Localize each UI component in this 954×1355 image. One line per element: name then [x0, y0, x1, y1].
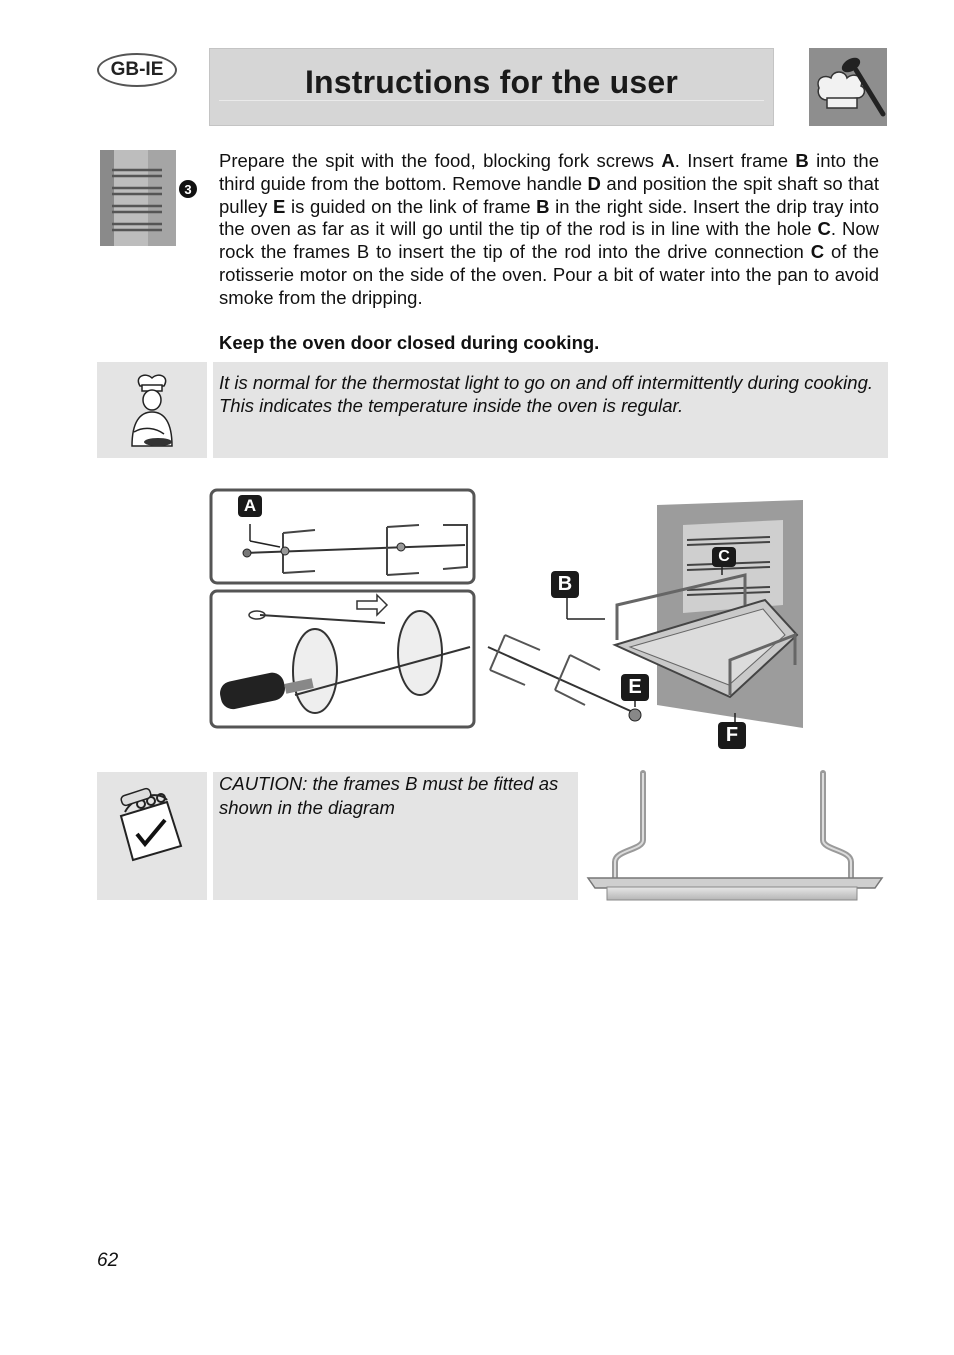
label-ref-c: C [810, 241, 825, 263]
callout-f: F [718, 722, 746, 749]
text-segment: is guided on the link of frame [285, 195, 537, 217]
text-segment: . Now rock the frames B to insert the tip of the rod into the drive connection [219, 218, 880, 263]
chef-hat-spoon-icon [809, 48, 887, 126]
label-ref-d: D [587, 172, 601, 194]
chef-icon [122, 370, 182, 450]
caution-icon-panel [97, 772, 207, 900]
caution-text: CAUTION: the frames B must be fitted as shown in the diagram [219, 773, 559, 818]
note-panel [213, 362, 888, 458]
text-segment: of the rotisserie motor on the side of the oven. Pour a bit of water into the pan to avoid smoke from the dripping. [219, 241, 880, 308]
page-number: 62 [97, 1250, 119, 1271]
label-ref-b: B [795, 150, 809, 171]
label-ref-a: A [661, 150, 675, 171]
header-divider [219, 100, 764, 101]
text-segment: Prepare the spit with the food, blocking fork screws [219, 150, 662, 171]
callout-e: E [621, 674, 649, 701]
callout-c: C [712, 547, 736, 567]
text-segment: in the right side. Insert the drip tray into the oven as far as it will go until the tip of the rod is in line with the hole [219, 195, 879, 240]
text-segment: into the third guide from the bottom. Remove handle [219, 150, 880, 194]
frame-fitting-illustration [585, 770, 885, 902]
header-bar [209, 48, 774, 126]
note-icon-panel [97, 362, 207, 458]
page-title: Instructions for the user [304, 64, 679, 100]
label-ref-c: C [817, 218, 831, 240]
language-badge [97, 53, 177, 87]
callout-a: A [238, 495, 262, 517]
caution-panel [213, 772, 578, 900]
callout-b: B [551, 571, 579, 598]
language-code: GB-IE [110, 59, 164, 80]
shelf-number-marker: 3 [179, 180, 197, 198]
label-ref-b: B [536, 195, 550, 217]
text-segment: . Insert frame [674, 150, 796, 171]
oven-shelf-thumbnail [100, 150, 176, 246]
label-ref-e: E [272, 195, 286, 217]
note-text: It is normal for the thermostat light to go on and off intermittently during cooking. This indicates the temperature inside the oven is regular. [219, 372, 874, 416]
text-segment: and position the spit shaft so that pulley [219, 172, 879, 217]
warning-bold-line: Keep the oven door closed during cooking. [219, 332, 600, 353]
rotisserie-diagram [205, 485, 815, 780]
instructions-paragraph [219, 150, 879, 310]
notepad-check-icon [115, 786, 189, 862]
